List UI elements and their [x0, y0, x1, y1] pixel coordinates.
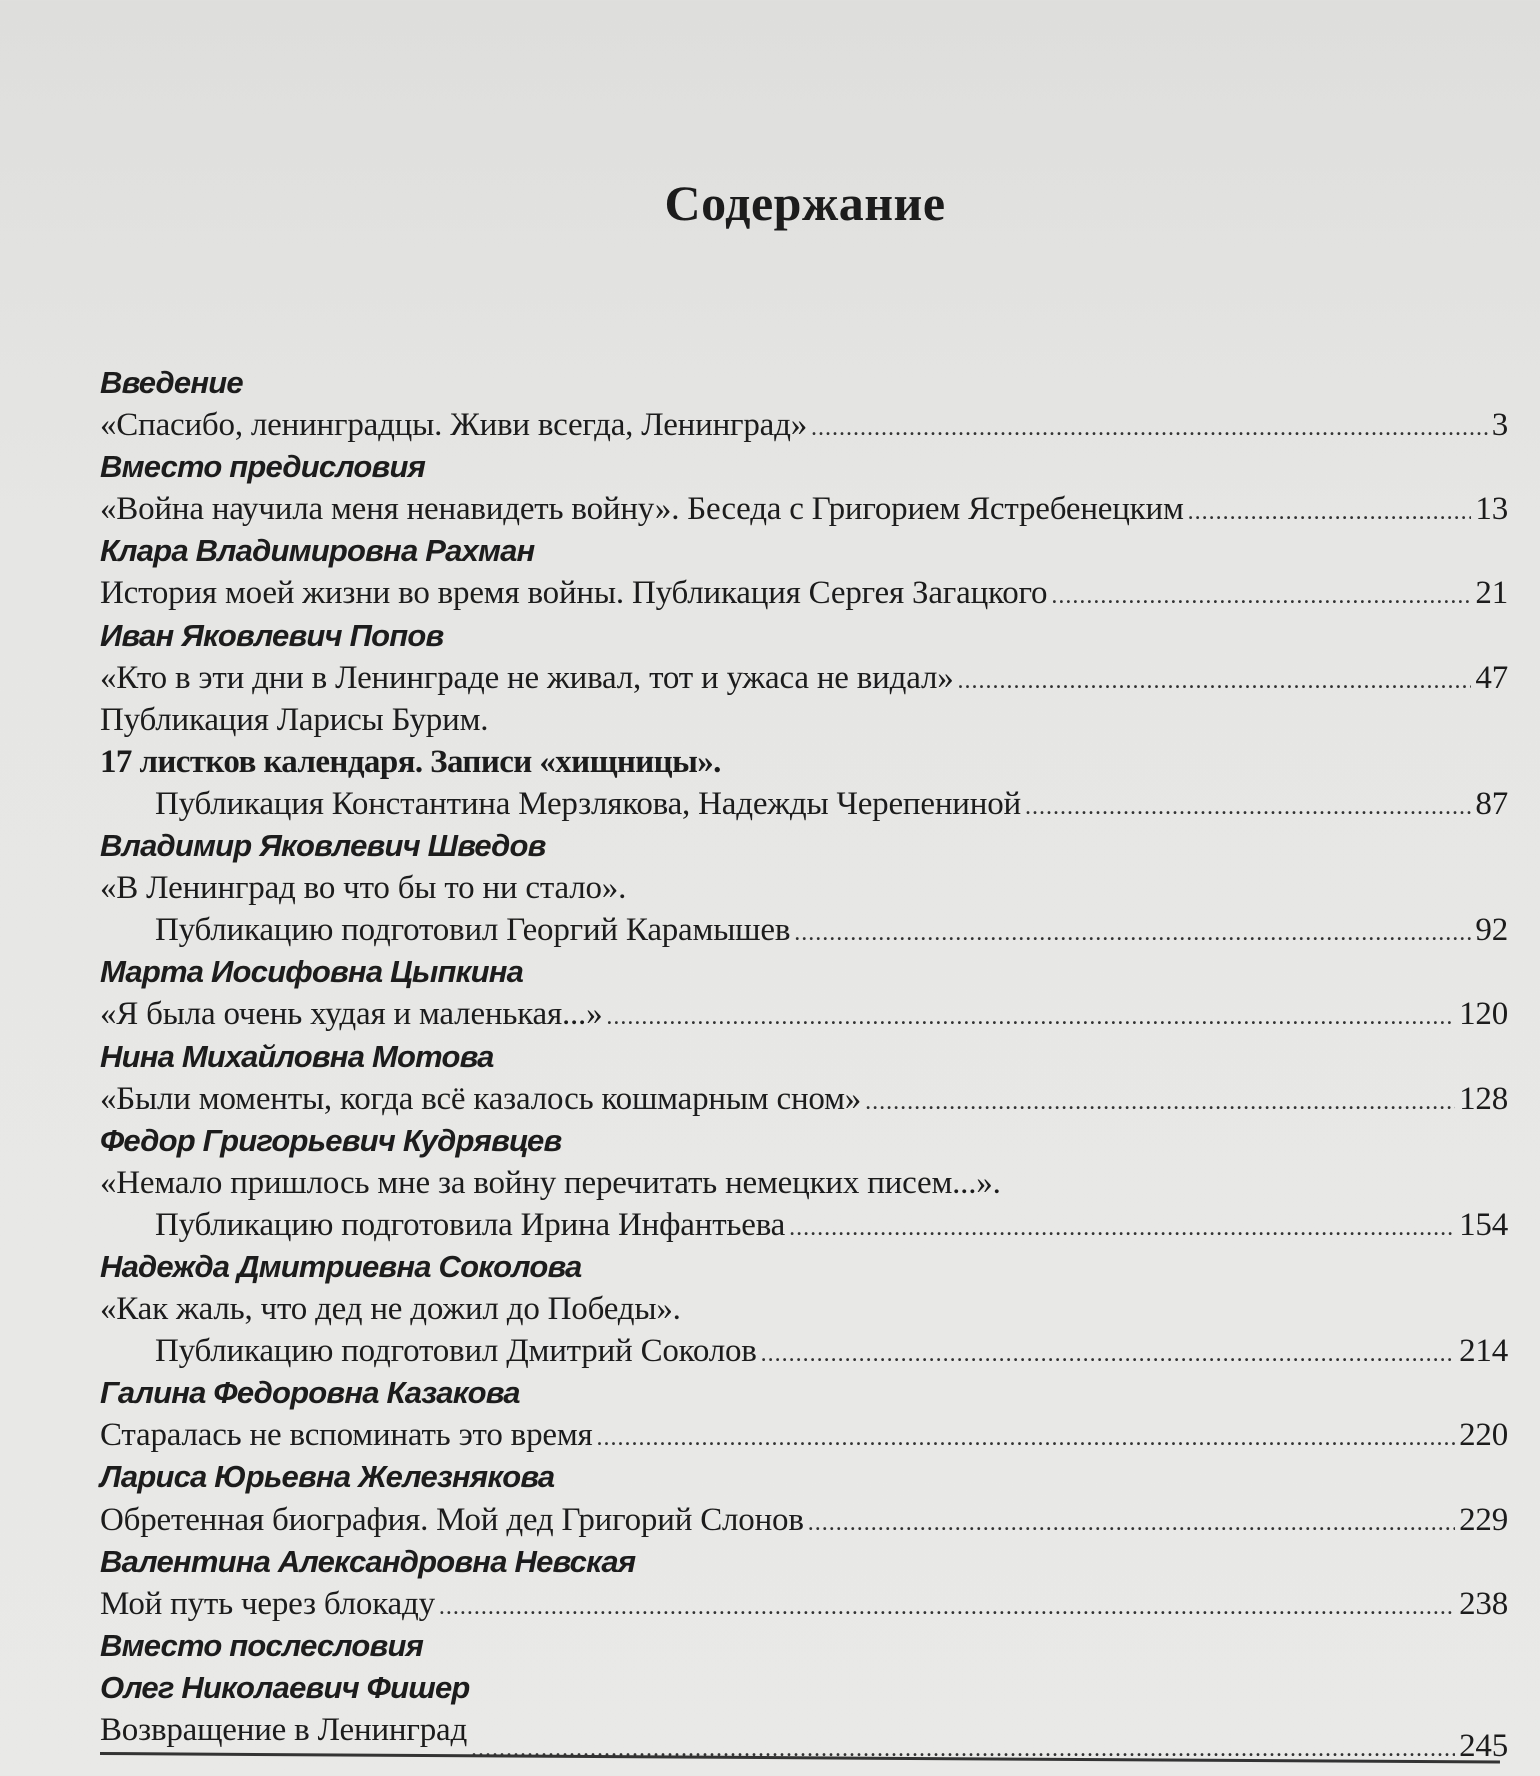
toc-entry-title: Публикация Ларисы Бурим. [100, 701, 489, 738]
dot-leader [1025, 786, 1471, 828]
dot-leader [761, 1333, 1455, 1375]
toc-section-heading [100, 1372, 1508, 1414]
toc-entry [100, 1204, 1508, 1246]
toc-section-heading [100, 1120, 1508, 1162]
toc-section-heading [100, 951, 1508, 993]
toc-entry-title: 17 листков календаря. Записи «хищницы». [100, 743, 721, 780]
page-number: 92 [1475, 912, 1508, 949]
toc-entry [100, 1162, 1508, 1204]
toc-entry-title: «В Ленинград во что бы то ни стало». [100, 870, 627, 907]
toc-entry [100, 1499, 1508, 1541]
page-number: 245 [1459, 1728, 1508, 1764]
page-number: 47 [1475, 659, 1508, 696]
toc-entry [100, 1414, 1508, 1456]
toc-entry-title: Клара Владимировна Рахман [100, 533, 535, 569]
page-number: 154 [1459, 1206, 1508, 1243]
toc-entry-title: Федор Григорьевич Кудрявцев [100, 1122, 562, 1158]
dot-leader [808, 1502, 1455, 1544]
toc-entry-title: Введение [100, 365, 243, 400]
toc-entry-title: «Война научила меня ненавидеть войну». Беседа с Григорием Ястребенецким [100, 491, 1184, 528]
page-number: 120 [1459, 996, 1508, 1033]
toc-entry [100, 1078, 1508, 1120]
toc-entry-title: Публикация Константина Мерзлякова, Надежды Черепениной [155, 785, 1021, 822]
toc-entry [100, 741, 1508, 783]
toc-entry [100, 867, 1508, 909]
toc-entry-title: Публикацию подготовил Дмитрий Соколов [155, 1333, 757, 1370]
toc-entry-title: История моей жизни во время войны. Публикация Сергея Загацкого [100, 575, 1048, 612]
toc-entry-title: Владимир Яковлевич Шведов [100, 828, 546, 864]
toc-entry [100, 572, 1508, 614]
toc-entry [100, 1583, 1508, 1625]
page-number: 220 [1459, 1417, 1508, 1454]
toc-section-heading [100, 825, 1508, 867]
page-number: 238 [1459, 1585, 1508, 1622]
toc-entry-title: Вместо послесловия [100, 1627, 424, 1663]
toc-entry-title: Галина Федоровна Казакова [100, 1375, 520, 1411]
toc-entry-title: Старалась не вспоминать это время [100, 1417, 593, 1454]
toc-entry-title: Марта Иосифовна Цыпкина [100, 954, 524, 990]
dot-leader [1188, 491, 1472, 533]
toc-entry-title: Иван Яковлевич Попов [100, 617, 444, 653]
toc-entry [100, 909, 1508, 951]
toc-entry [100, 1330, 1508, 1372]
toc-entry-title: Обретенная биография. Мой дед Григорий Слонов [100, 1501, 804, 1538]
toc-section-heading [100, 446, 1508, 488]
page-number: 21 [1475, 575, 1508, 612]
toc-entry [100, 783, 1508, 825]
dot-leader [596, 1417, 1455, 1459]
toc-entry-title: Мой путь через блокаду [100, 1585, 435, 1622]
dot-leader [789, 1207, 1455, 1249]
dot-leader [439, 1586, 1455, 1628]
toc-entry [100, 488, 1508, 530]
page-number: 128 [1459, 1080, 1508, 1117]
toc-entry [100, 657, 1508, 699]
dot-leader [794, 912, 1471, 954]
toc-entry [100, 1709, 1508, 1764]
toc-entry-title: Валентина Александровна Невская [100, 1543, 636, 1579]
toc-section-heading [100, 1456, 1508, 1498]
dot-leader [811, 407, 1488, 449]
page-number: 87 [1475, 785, 1508, 822]
toc-entry-title: «Были моменты, когда всё казалось кошмарным сном» [100, 1080, 862, 1117]
page-number: 3 [1491, 407, 1508, 444]
table-of-contents [100, 362, 1508, 1764]
page-number: 229 [1459, 1501, 1508, 1538]
toc-section-heading [100, 1625, 1508, 1667]
toc-entry-title: «Как жаль, что дед не дожил до Победы». [100, 1291, 681, 1328]
toc-section-heading [100, 1541, 1508, 1583]
toc-entry-title: Публикацию подготовила Ирина Инфантьева [155, 1206, 786, 1243]
dot-leader [471, 1728, 1455, 1770]
toc-section-heading [100, 1246, 1508, 1288]
toc-entry-title: Возвращение в Ленинград [100, 1712, 468, 1748]
toc-entry-title: «Я была очень худая и маленькая...» [100, 996, 603, 1033]
toc-section-heading [100, 615, 1508, 657]
toc-entry-title: Олег Николаевич Фишер [100, 1669, 470, 1705]
toc-section-heading [100, 362, 1508, 404]
toc-entry-title: Надежда Дмитриевна Соколова [100, 1248, 582, 1284]
toc-section-heading [100, 530, 1508, 572]
toc-entry-title: Вместо предисловия [100, 449, 426, 485]
page-number: 214 [1459, 1333, 1508, 1370]
toc-entry-title: «Немало пришлось мне за войну перечитать немецких писем...». [100, 1164, 1001, 1201]
page-title: Содержание [664, 174, 946, 231]
toc-entry [100, 404, 1508, 446]
toc-entry [100, 1288, 1508, 1330]
toc-entry-title: Нина Михайловна Мотова [100, 1038, 494, 1074]
toc-entry-title: Публикацию подготовил Георгий Карамышев [155, 912, 791, 949]
toc-section-heading [100, 1667, 1508, 1709]
dot-leader [958, 660, 1472, 702]
toc-entry [100, 993, 1508, 1035]
page-number: 13 [1475, 491, 1508, 528]
toc-entry-title: «Спасибо, ленинградцы. Живи всегда, Ленинград» [100, 407, 808, 444]
toc-section-heading [100, 1036, 1508, 1078]
toc-entry-title: «Кто в эти дни в Ленинграде не живал, тот и ужаса не видал» [100, 659, 954, 696]
dot-leader [865, 1081, 1455, 1123]
toc-entry-title: Лариса Юрьевна Железнякова [100, 1459, 555, 1495]
toc-entry [100, 699, 1508, 741]
dot-leader [606, 996, 1455, 1038]
dot-leader [1051, 575, 1471, 617]
